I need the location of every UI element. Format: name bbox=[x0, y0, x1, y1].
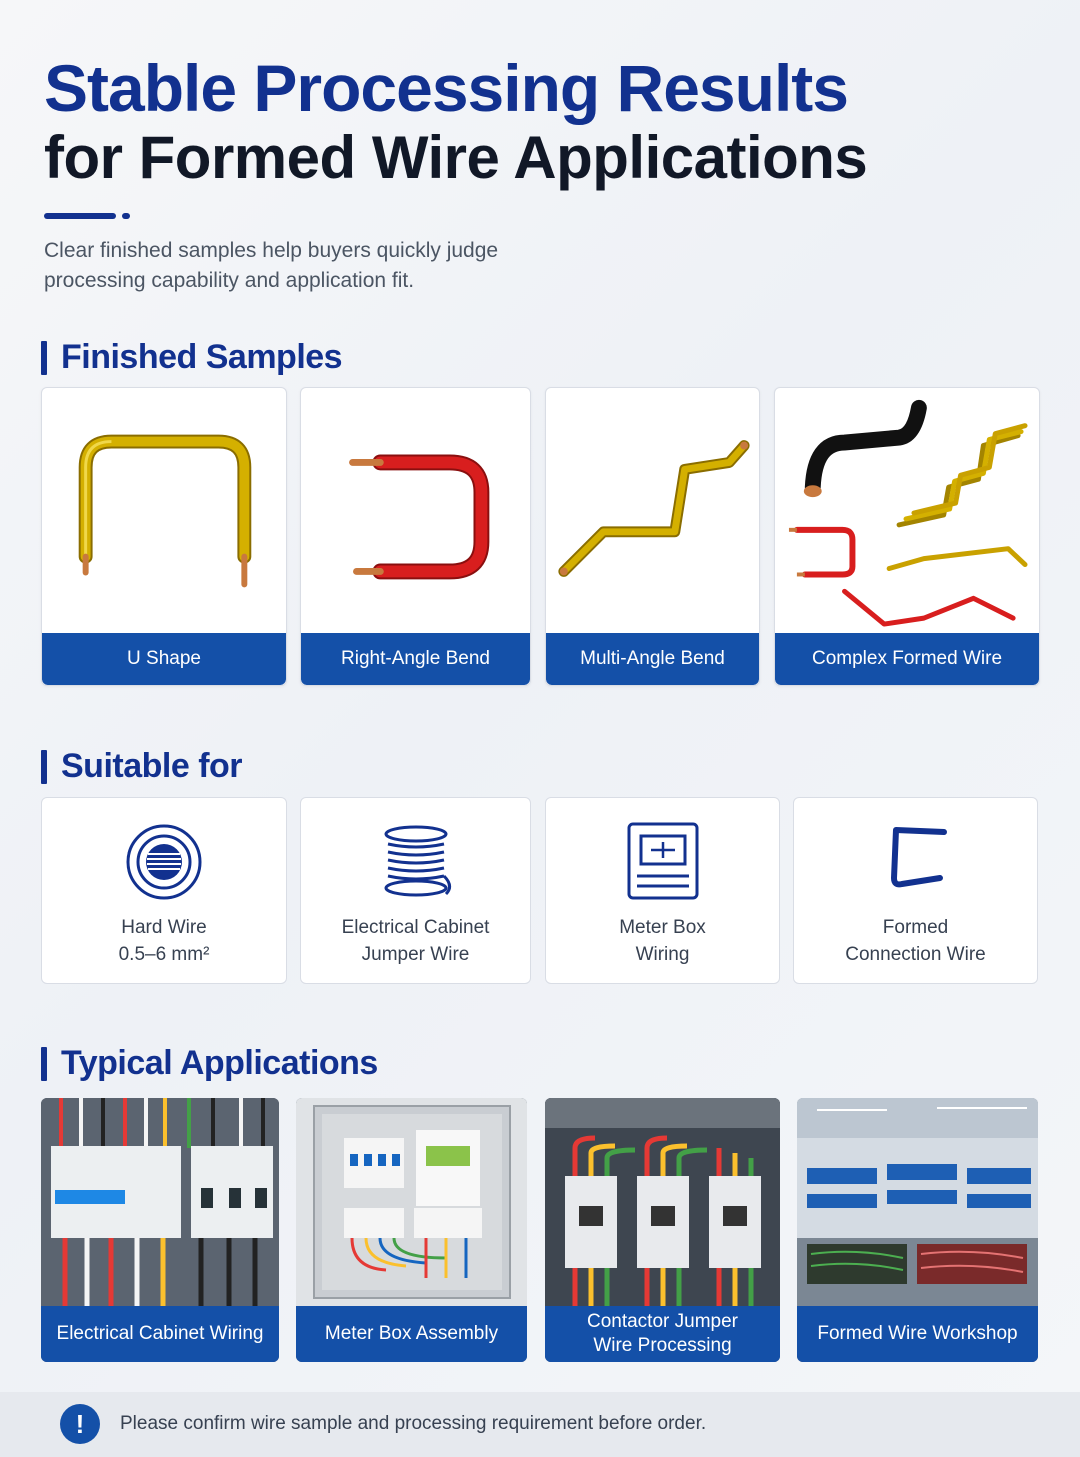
sample-card-complex[interactable] bbox=[774, 387, 1040, 686]
application-card-workshop[interactable] bbox=[797, 1098, 1038, 1362]
suitable-card-hard-wire bbox=[41, 797, 287, 984]
meter-box-icon bbox=[546, 820, 779, 904]
page-subtitle-title: for Formed Wire Applications bbox=[44, 124, 868, 191]
section-marker bbox=[41, 1047, 47, 1081]
application-label-line2: Wire Processing bbox=[593, 1335, 732, 1356]
suitable-card-cabinet-jumper bbox=[300, 797, 531, 984]
multi-angle-wire-image bbox=[546, 388, 759, 633]
application-label bbox=[296, 1306, 527, 1362]
suitable-text bbox=[301, 914, 530, 968]
sample-label: Multi-Angle Bend bbox=[546, 633, 759, 685]
contactor-jumper-photo bbox=[545, 1098, 780, 1306]
page-title: Stable Processing Results bbox=[44, 51, 848, 125]
sample-label: U Shape bbox=[42, 633, 286, 685]
application-card-cabinet-wiring[interactable] bbox=[41, 1098, 279, 1362]
wire-spool-icon bbox=[301, 820, 530, 904]
cabinet-wiring-photo bbox=[41, 1098, 279, 1306]
section-heading-suitable bbox=[41, 747, 242, 786]
sample-card-u-shape[interactable] bbox=[41, 387, 287, 686]
application-label bbox=[797, 1306, 1038, 1362]
application-label bbox=[545, 1306, 780, 1362]
application-label-line1: Electrical Cabinet Wiring bbox=[56, 1323, 264, 1344]
suitable-line2: Connection Wire bbox=[845, 944, 986, 965]
section-title: Typical Applications bbox=[61, 1044, 378, 1082]
suitable-text bbox=[546, 914, 779, 968]
section-heading-applications bbox=[41, 1044, 378, 1083]
suitable-card-formed-wire bbox=[793, 797, 1038, 984]
title-underline bbox=[44, 213, 116, 219]
exclamation-icon: ! bbox=[60, 1404, 100, 1444]
suitable-text bbox=[42, 914, 286, 968]
right-angle-wire-image bbox=[301, 388, 530, 633]
suitable-line2: Jumper Wire bbox=[361, 944, 470, 965]
sample-card-multi-angle[interactable] bbox=[545, 387, 760, 686]
suitable-text bbox=[794, 914, 1037, 968]
complex-wire-image bbox=[775, 388, 1039, 633]
section-marker bbox=[41, 750, 47, 784]
section-marker bbox=[41, 341, 47, 375]
application-label-line1: Contactor Jumper bbox=[586, 1311, 738, 1332]
u-shape-wire-image bbox=[42, 388, 286, 633]
section-heading-samples bbox=[41, 338, 342, 377]
application-label-line1: Meter Box Assembly bbox=[324, 1323, 499, 1344]
wire-cross-section-icon bbox=[42, 820, 286, 904]
suitable-card-meter-box bbox=[545, 797, 780, 984]
application-label-line1: Formed Wire Workshop bbox=[817, 1323, 1018, 1344]
footer-text: Please confirm wire sample and processing requirement before order. bbox=[120, 1413, 707, 1434]
suitable-line1: Formed bbox=[882, 917, 949, 938]
sample-label: Right-Angle Bend bbox=[301, 633, 530, 685]
title-underline-dot bbox=[122, 213, 130, 219]
sample-label: Complex Formed Wire bbox=[775, 633, 1039, 685]
application-card-meter-box[interactable] bbox=[296, 1098, 527, 1362]
section-title: Suitable for bbox=[61, 747, 243, 785]
workshop-photo bbox=[797, 1098, 1038, 1306]
suitable-line1: Hard Wire bbox=[121, 917, 207, 938]
section-title: Finished Samples bbox=[61, 338, 343, 376]
suitable-line2: Wiring bbox=[635, 944, 690, 965]
application-card-contactor-jumper[interactable] bbox=[545, 1098, 780, 1362]
intro-text: Clear finished samples help buyers quickly judge processing capability and application fit. bbox=[44, 239, 499, 292]
meter-box-photo bbox=[296, 1098, 527, 1306]
sample-card-right-angle[interactable] bbox=[300, 387, 531, 686]
formed-wire-icon bbox=[794, 820, 1037, 904]
suitable-line1: Meter Box bbox=[619, 917, 706, 938]
footer-notice bbox=[0, 1392, 1080, 1457]
suitable-line2: 0.5–6 mm² bbox=[118, 944, 210, 965]
suitable-line1: Electrical Cabinet bbox=[341, 917, 490, 938]
application-label bbox=[41, 1306, 279, 1362]
